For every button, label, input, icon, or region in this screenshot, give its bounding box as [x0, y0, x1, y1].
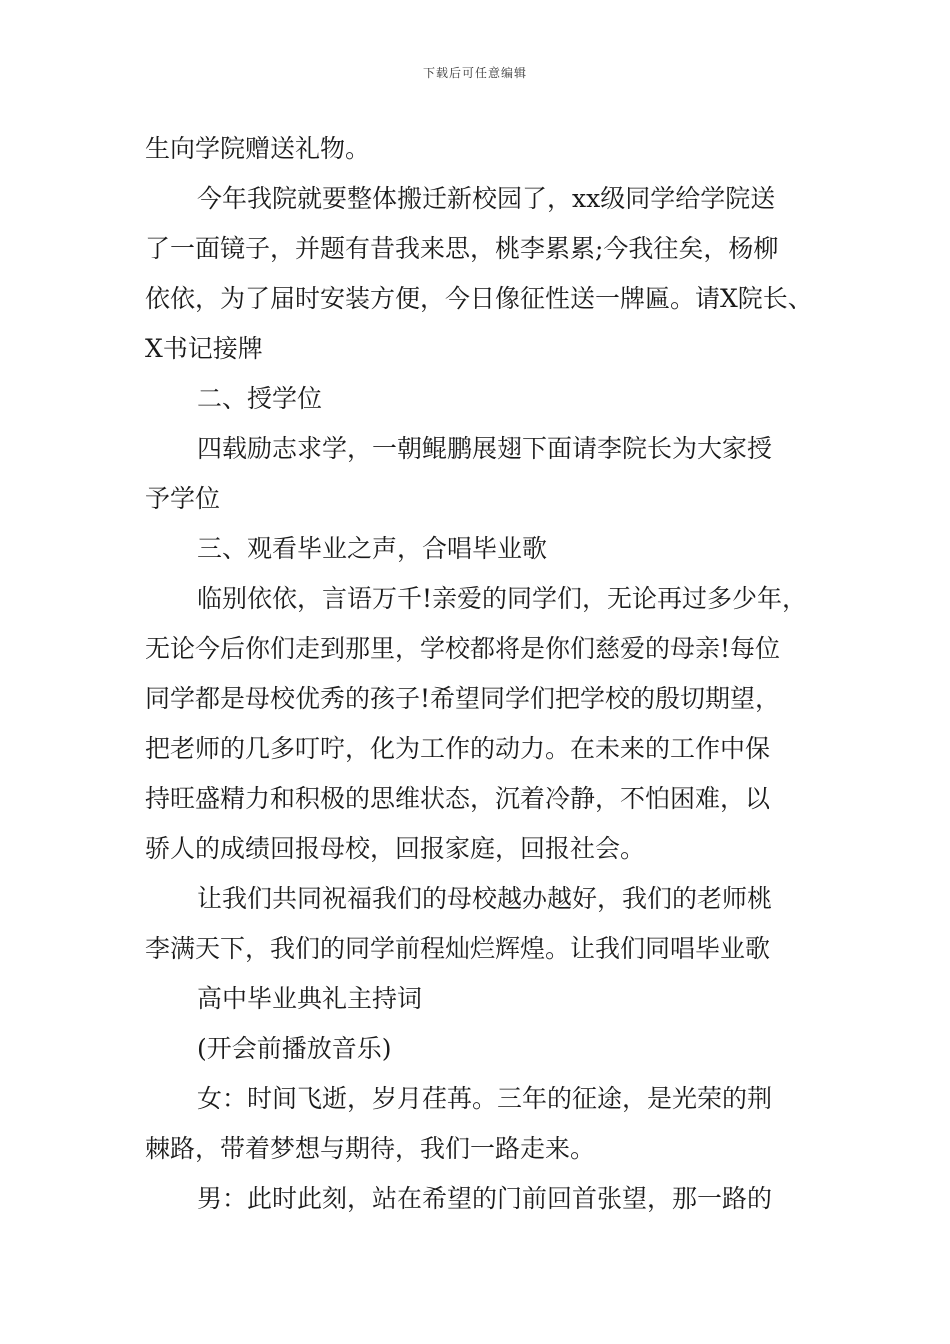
text-line: 让我们共同祝福我们的母校越办越好，我们的老师桃 — [197, 884, 773, 913]
document-subtitle: 高中毕业典礼主持词 — [197, 984, 423, 1013]
text-line: 临别依依，言语万千!亲爱的同学们，无论再过多少年， — [197, 584, 808, 613]
text-line: 骄人的成绩回报母校，回报家庭，回报社会。 — [145, 834, 646, 863]
text-line: 女：时间飞逝，岁月荏苒。三年的征途，是光荣的荆 — [197, 1084, 773, 1113]
section-heading: 二、授学位 — [197, 384, 323, 413]
text-line: 了一面镜子，并题有昔我来思，桃李累累;今我往矣，杨柳 — [145, 234, 779, 263]
page-header: 下载后可任意编辑 — [422, 66, 527, 80]
text-line: 把老师的几多叮咛，化为工作的动力。在未来的工作中保 — [145, 734, 771, 763]
text-line: 李满天下，我们的同学前程灿烂辉煌。让我们同唱毕业歌 — [145, 934, 771, 963]
stage-direction: (开会前播放音乐) — [197, 1034, 392, 1063]
section-heading: 三、观看毕业之声，合唱毕业歌 — [197, 534, 548, 563]
text-line: 今年我院就要整体搬迁新校园了，xx级同学给学院送 — [197, 184, 776, 213]
text-line: 同学都是母校优秀的孩子!希望同学们把学校的殷切期望， — [145, 684, 781, 713]
text-line: 生向学院赠送礼物。 — [145, 134, 371, 163]
text-line: 无论今后你们走到那里，学校都将是你们慈爱的母亲!每位 — [145, 634, 781, 663]
text-line: 依依，为了届时安装方便，今日像征性送一牌匾。请X院长、 — [145, 284, 813, 313]
text-line: X书记接牌 — [145, 334, 263, 363]
text-line: 四载励志求学，一朝鲲鹏展翅下面请李院长为大家授 — [197, 434, 773, 463]
text-line: 棘路，带着梦想与期待，我们一路走来。 — [145, 1134, 596, 1163]
text-line: 男：此时此刻，站在希望的门前回首张望，那一路的 — [197, 1184, 773, 1213]
text-line: 予学位 — [145, 484, 221, 513]
text-line: 持旺盛精力和积极的思维状态，沉着冷静，不怕困难，以 — [145, 784, 771, 813]
document-body — [145, 124, 825, 1224]
